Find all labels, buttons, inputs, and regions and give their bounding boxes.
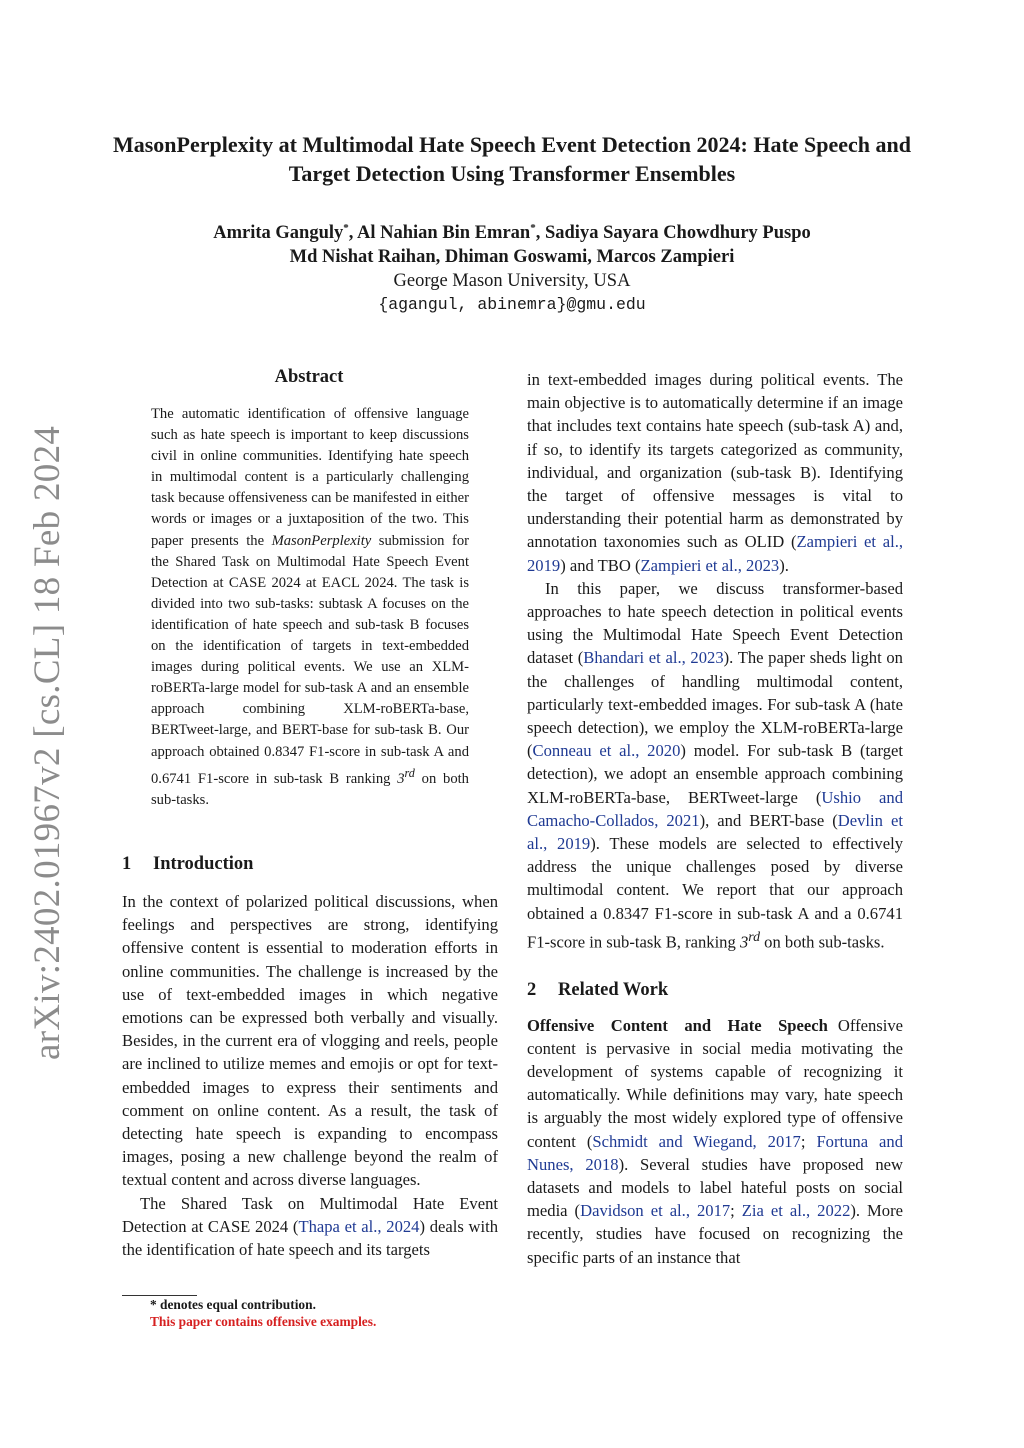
citation-link[interactable]: Schmidt and Wiegand, 2017 [592, 1131, 801, 1151]
citation-link[interactable]: Zampieri et al., 2023 [640, 555, 780, 575]
left-column [122, 852, 498, 1261]
system-name: MasonPerplexity [271, 532, 372, 549]
citation-link[interactable]: Fortuna and Nunes, 2018 [527, 1131, 903, 1174]
affiliation: George Mason University, USA [393, 271, 631, 292]
footnote-equal-contribution: * denotes equal contribution. [150, 1297, 316, 1312]
paper-title: MasonPerplexity at Multimodal Hate Speech Event Detection 2024: Hate Speech and Target Detection Using Transformer Ensembles [112, 132, 911, 186]
abstract-heading: Abstract [274, 367, 344, 387]
section-heading-introduction: 1 Introduction [122, 854, 254, 874]
author-line-1: Amrita Ganguly*, Al Nahian Bin Emran*, Sadiya Sayara Chowdhury Puspo [213, 222, 811, 244]
intro-paragraph-1: In the context of polarized political discussions, when feelings and perspectives are strong, identifying offensive content is essential to moderation efforts in online communities. The challenge is increased by the use of text-embedded images in which negative emotions can be expressed both verbally and visually. Besides, in the current era of vlogging and reels, people are inclined to utilize memes and emojis or opt for text-embedded images to express their sentiments and comment on online content. As a result, the task of detecting hate speech is expanding to encompass images, posing a new challenge beyond the realm of textual content and across diverse languages. [122, 892, 498, 1190]
citation-link[interactable]: Conneau et al., 2020 [532, 741, 681, 761]
citation-link[interactable]: Bhandari et al., 2023 [583, 648, 724, 668]
author-email[interactable]: {agangul, abinemra}@gmu.edu [378, 295, 646, 315]
citation-link[interactable]: Devlin et al., 2019 [527, 810, 903, 854]
author-block [100, 216, 924, 317]
right-column [527, 368, 903, 1269]
intro-paragraph-2: The Shared Task on Multimodal Hate Event Detection at CASE 2024 (Thapa et al., 2024) deals with the identification of hate speech and its targets [122, 1193, 499, 1260]
citation-link[interactable]: Thapa et al., 2024 [298, 1216, 420, 1236]
equal-contribution-mark: * [530, 222, 536, 234]
intro-paragraph-3: in text-embedded images during political events. The main objective is to automatically determine if an image that includes text contains hate speech (sub-task A) and, if so, to identify its targets categorized as community, individual, and organization (sub-task B). Identifying the target of offensive messages is vital to understanding their potential harm as demonstrated by annotation taxonomies such as OLID (Zampieri et al., 2019) and TBO (Zampieri et al., 2023). [527, 370, 903, 575]
author-name: Amrita Ganguly [213, 223, 344, 244]
citation-link[interactable]: Davidson et al., 2017 [580, 1201, 731, 1221]
author-name: Al Nahian Bin Emran [357, 223, 531, 244]
arxiv-stamp-text: arXiv:2402.01967v2 [cs.CL] 18 Feb 2024 [27, 425, 68, 1060]
footnote-offensive-warning: This paper contains offensive examples. [150, 1314, 377, 1329]
intro-paragraph-4: In this paper, we discuss transformer-based approaches to hate speech detection in political events using the Multimodal Hate Speech Event Detection dataset (Bhandari et al., 2023). The paper sheds light on the challenges of handling multimodal content, particularly text-embedded images. For sub-task A (hate speech detection), we employ the XLM-roBERTa-large (Conneau et al., 2020) model. For sub-task B (target detection), we adopt an ensemble approach combining XLM-roBERTa-base, BERTweet-large (Ushio and Camacho-Collados, 2021), and BERT-base (Devlin et al., 2019). These models are selected to effectively address the unique challenges posed by diverse multimodal content. We report that our approach obtained a 0.8347 F1-score in sub-task A and a 0.6741 F1-score in sub-task B, ranking 3rd on both sub-tasks. [527, 578, 903, 952]
abstract-text: The automatic identification of offensive language such as hate speech is important to keep discussions civil in online communities. Identifying hate speech in multimodal content is a particularly challenging task because offensiveness can be manifested in either words or images or a juxtaposition of the two. This paper presents the MasonPerplexity submission for the Shared Task on Multimodal Hate Speech Event Detection at CASE 2024 at EACL 2024. The task is divided into two sub-tasks: subtask A focuses on the identification of hate speech and sub-task B focuses on the identification of targets in text-embedded images during political events. We use an XLM-roBERTa-large model for sub-task A and an ensemble approach combining XLM-roBERTa-base, BERTweet-large, and BERT-base for sub-task B. Our approach obtained 0.8347 F1-score in sub-task A and 0.6741 F1-score in sub-task B ranking 3rd on both sub-tasks. [151, 406, 469, 808]
citation-link[interactable]: Zia et al., 2022 [741, 1201, 851, 1221]
author-line-2: Md Nishat Raihan, Dhiman Goswami, Marcos Zampieri [289, 247, 735, 268]
section-heading-related-work: 2 Related Work [527, 979, 669, 1000]
citation-link[interactable]: Ushio and Camacho-Collados, 2021 [527, 787, 903, 830]
author-name: Sadiya Sayara Chowdhury Puspo [544, 223, 811, 244]
paragraph-heading: Offensive Content and Hate Speech [527, 1015, 828, 1035]
footnotes [150, 1296, 376, 1330]
equal-contribution-mark: * [343, 222, 349, 234]
related-work-paragraph: Offensive Content and Hate Speech Offensive content is pervasive in social media motivating the development of systems capable of recognizing it automatically. While definitions may vary, hate speech is arguably the most widely explored type of offensive content (Schmidt and Wiegand, 2017; Fortuna and Nunes, 2018). Several studies have proposed new datasets and models to label hateful posts on social media (Davidson et al., 2017; Zia et al., 2022). More recently, studies have focused on recognizing the specific parts of an instance that [527, 1015, 903, 1267]
citation-link[interactable]: Zampieri et al., 2019 [527, 532, 903, 575]
